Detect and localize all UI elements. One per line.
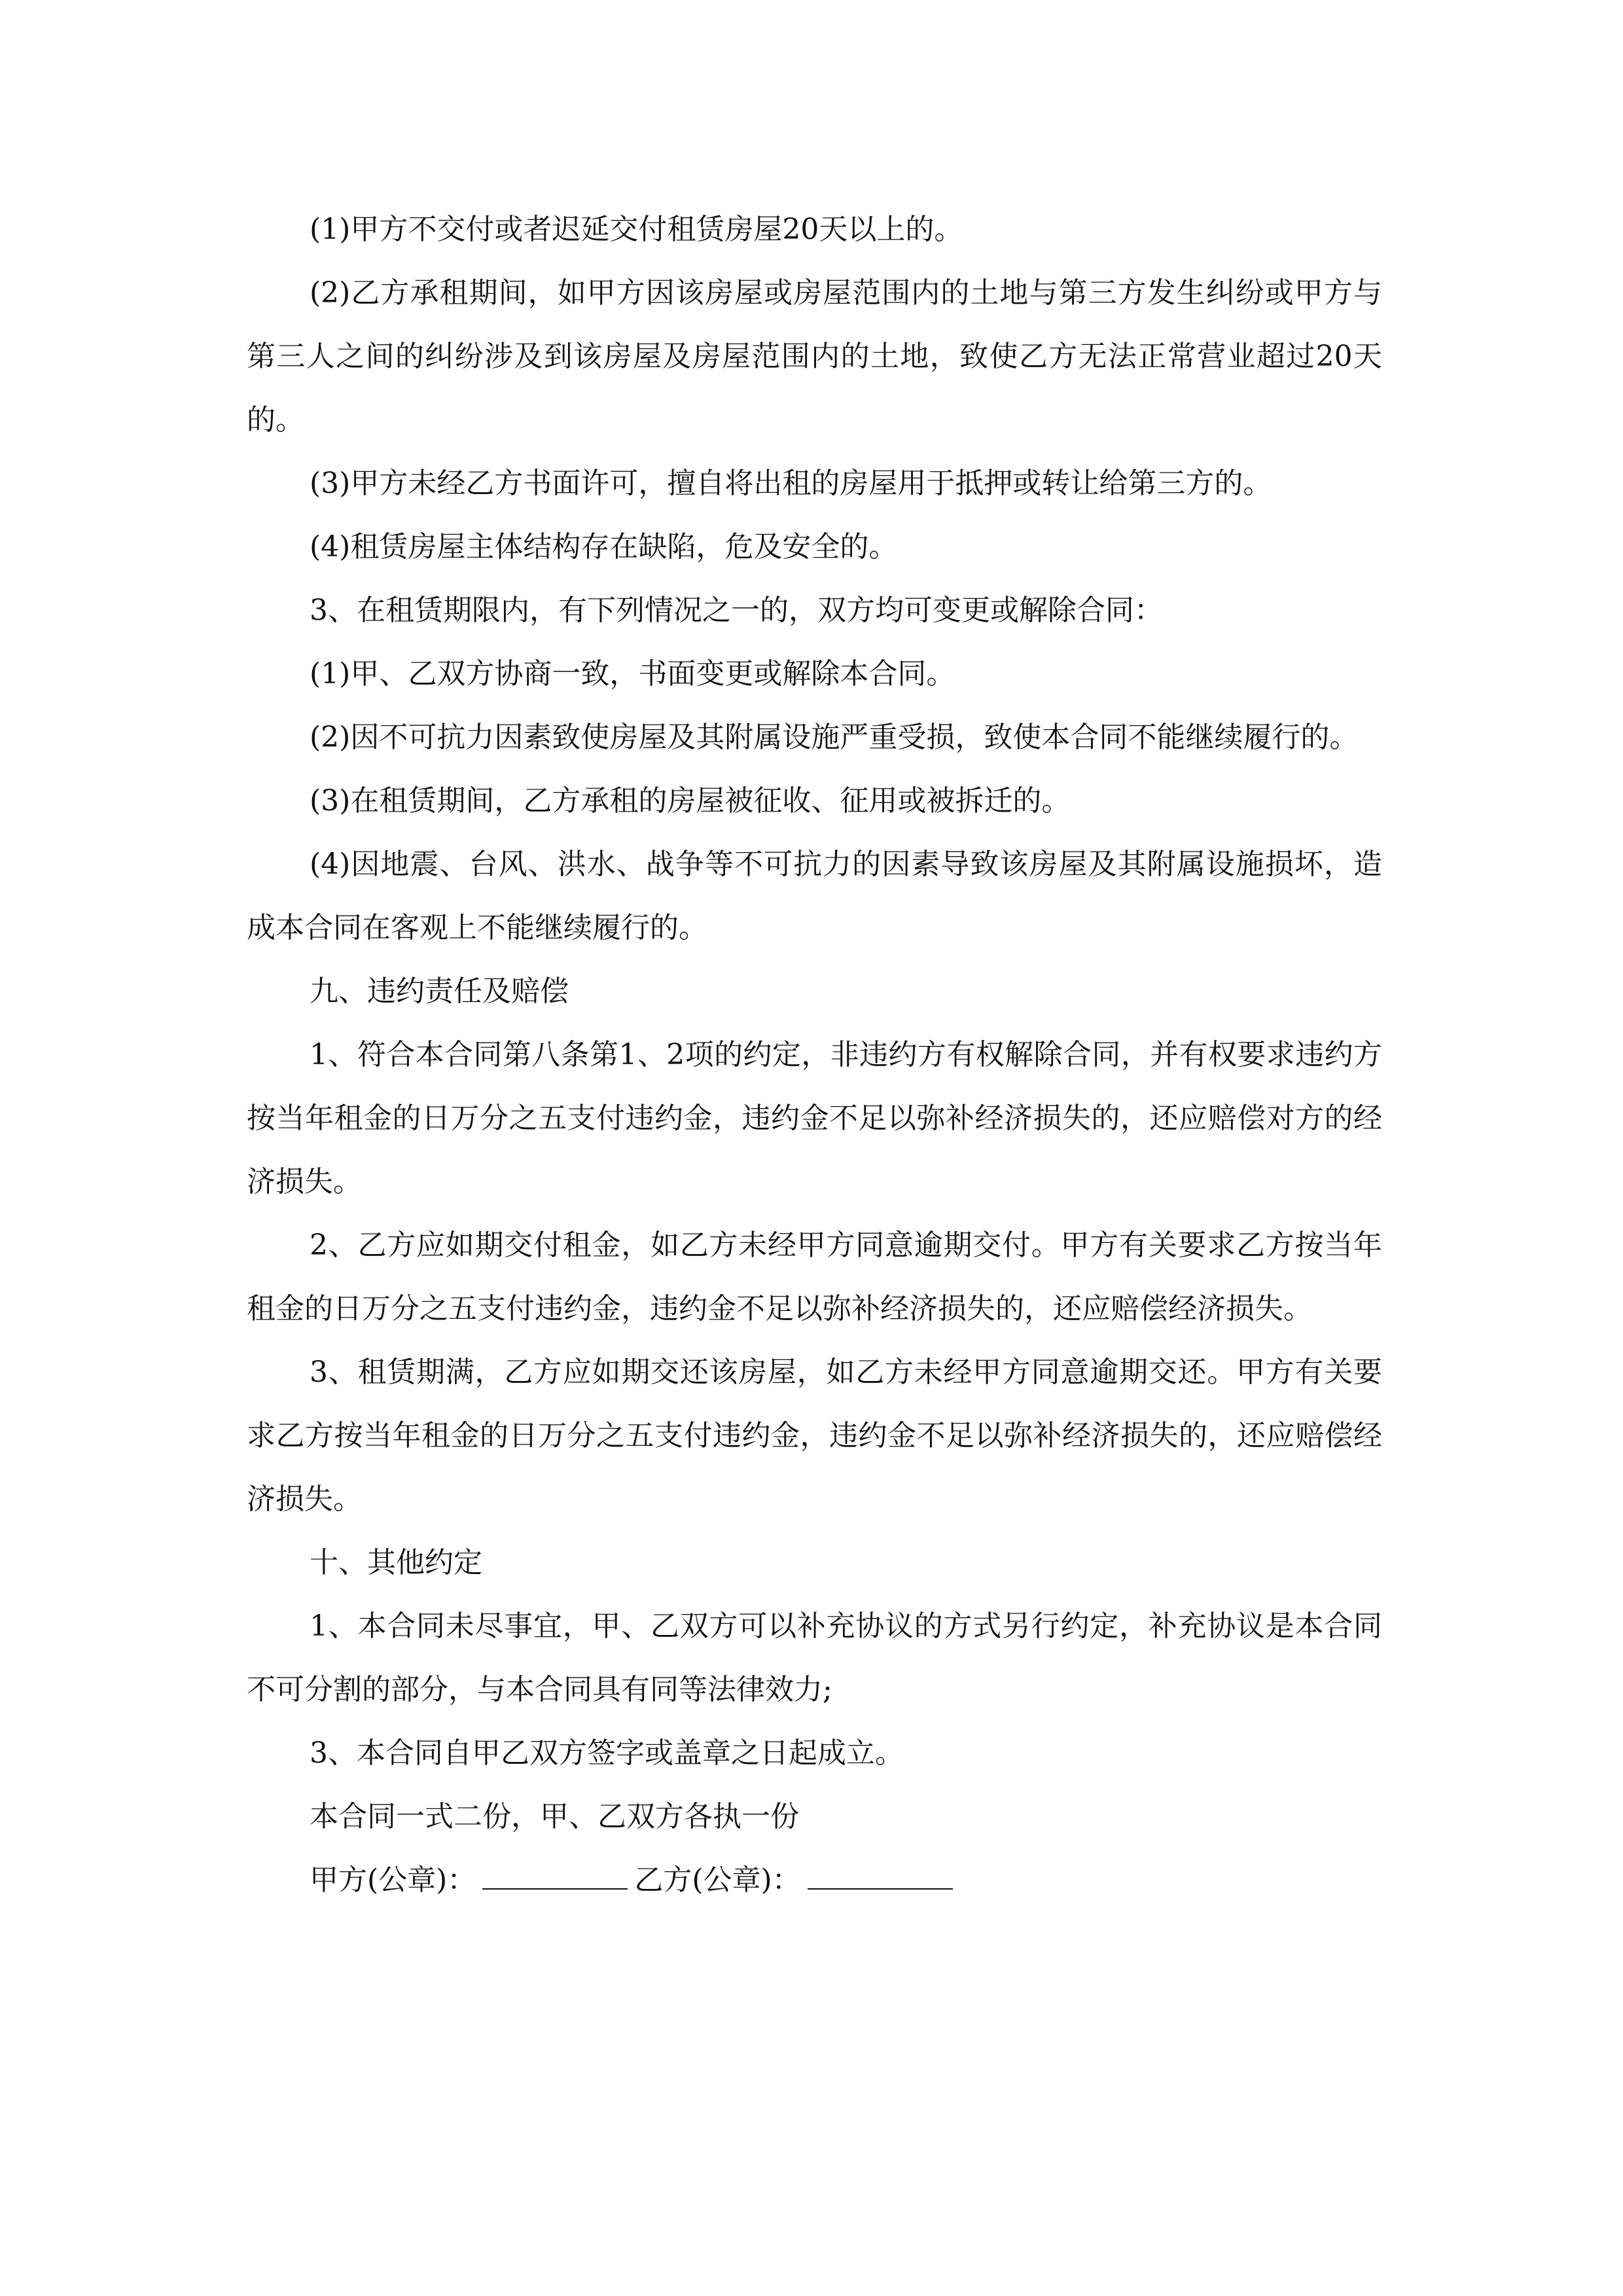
party-a-signature-blank[interactable] [482,1859,628,1890]
paragraph-5: 3、在租赁期限内，有下列情况之一的，双方均可变更或解除合同： [310,594,1163,627]
paragraph-15: 本合同一式二份，甲、乙双方各执一份 [310,1800,799,1833]
paragraph-13: 1、本合同未尽事宜，甲、乙双方可以补充协议的方式另行约定，补充协议是本合同不可分割的部分，与本合同具有同等法律效力; [247,1609,1382,1706]
paragraph-1: (1)甲方不交付或者迟延交付租赁房屋20天以上的。 [310,213,963,246]
paragraph-3: (3)甲方未经乙方书面许可，擅自将出租的房屋用于抵押或转让给第三方的。 [310,467,1272,500]
party-b-label: 乙方(公章)： [634,1863,801,1897]
paragraph-2: (2)乙方承租期间，如甲方因该房屋或房屋范围内的土地与第三方发生纠纷或甲方与第三人之间的纠纷涉及到该房屋及房屋范围内的土地，致使乙方无法正常营业超过20天的。 [247,276,1382,437]
party-b-signature-blank[interactable] [808,1859,953,1890]
party-a-label: 甲方(公章)： [310,1863,476,1897]
paragraph-8: (3)在租赁期间，乙方承租的房屋被征收、征用或被拆迁的。 [310,784,1071,817]
section-heading-10: 十、其他约定 [310,1546,482,1579]
paragraph-11: 2、乙方应如期交付租金，如乙方未经甲方同意逾期交付。甲方有关要求乙方按当年租金的日万分之五支付违约金，违约金不足以弥补经济损失的，还应赔偿经济损失。 [247,1229,1382,1325]
paragraph-9: (4)因地震、台风、洪水、战争等不可抗力的因素导致该房屋及其附属设施损坏，造成本合同在客观上不能继续履行的。 [247,848,1382,944]
paragraph-12: 3、租赁期满，乙方应如期交还该房屋，如乙方未经甲方同意逾期交还。甲方有关要求乙方按当年租金的日万分之五支付违约金，违约金不足以弥补经济损失的，还应赔偿经济损失。 [247,1355,1382,1516]
paragraph-7: (2)因不可抗力因素致使房屋及其附属设施严重受损，致使本合同不能继续履行的。 [310,721,1359,754]
signature-line [247,1848,1382,1912]
paragraph-6: (1)甲、乙双方协商一致，书面变更或解除本合同。 [310,657,955,691]
section-heading-9: 九、违约责任及赔偿 [310,975,569,1008]
paragraph-4: (4)租赁房屋主体结构存在缺陷，危及安全的。 [310,530,898,564]
paragraph-14: 3、本合同自甲乙双方签字或盖章之日起成立。 [310,1736,904,1770]
document-page [247,198,1382,1912]
paragraph-10: 1、符合本合同第八条第1、2项的约定，非违约方有权解除合同，并有权要求违约方按当年租金的日万分之五支付违约金，违约金不足以弥补经济损失的，还应赔偿对方的经济损失。 [247,1038,1382,1198]
